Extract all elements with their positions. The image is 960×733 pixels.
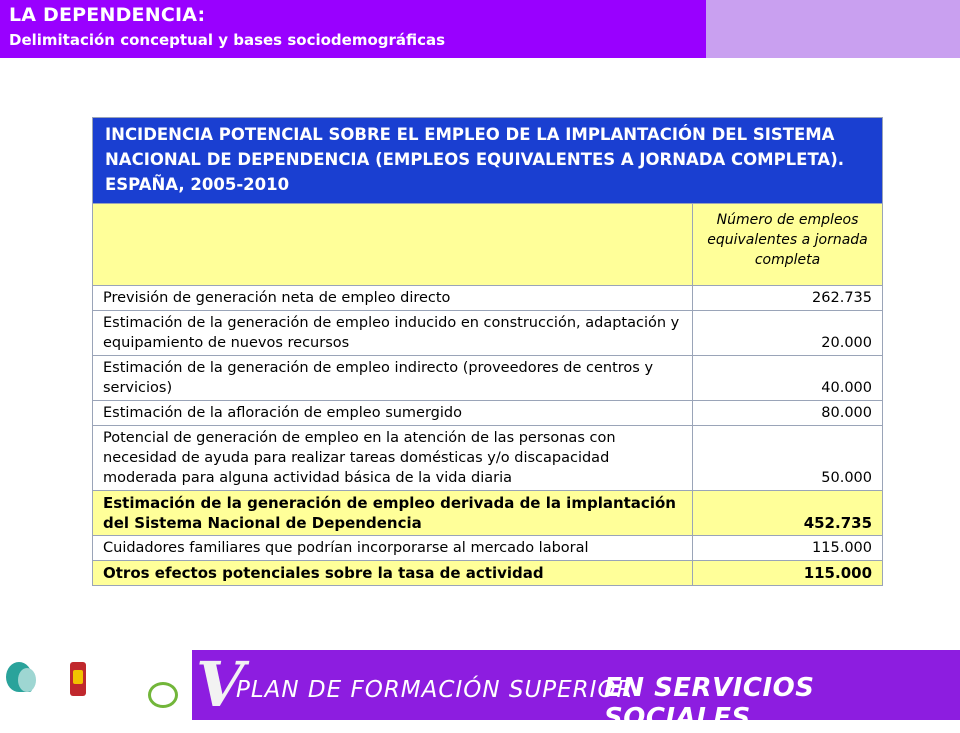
header-bar [0,0,706,58]
ministry-logo [70,658,126,710]
column-header-row [93,204,883,286]
row-label: Otros efectos potenciales sobre la tasa de actividad [93,561,693,586]
imserso-ring-icon [148,682,178,708]
table-row [93,536,883,561]
table-row [93,286,883,311]
row-label: Estimación de la afloración de empleo sumergido [93,401,693,426]
footer-services-text: EN SERVICIOS SOCIALES [604,673,815,733]
row-label: Previsión de generación neta de empleo directo [93,286,693,311]
row-label: Estimación de la generación de empleo inducido en construcción, adaptación y equipamiento de nuevos recursos [93,311,693,356]
table-row-total [93,561,883,586]
psychologists-college-logo [6,662,64,708]
table-title: INCIDENCIA POTENCIAL SOBRE EL EMPLEO DE LA IMPLANTACIÓN DEL SISTEMA NACIONAL DE DEPENDENCIA (EMPLEOS EQUIVALENTES A JORNADA COMPLETA). ESPAÑA, 2005-2010 [93,118,883,204]
row-value: 50.000 [693,426,883,491]
employment-table [92,117,882,586]
header-title: LA DEPENDENCIA: [9,4,206,26]
table-row [93,401,883,426]
coat-of-arms-icon [70,662,86,696]
table-title-row [93,118,883,204]
row-value: 20.000 [693,311,883,356]
row-label: Estimación de la generación de empleo indirecto (proveedores de centros y servicios) [93,356,693,401]
header-subtitle: Delimitación conceptual y bases sociodemográficas [9,31,446,49]
row-value: 115.000 [693,536,883,561]
row-value: 40.000 [693,356,883,401]
row-value: 80.000 [693,401,883,426]
table-row [93,356,883,401]
row-label: Cuidadores familiares que podrían incorporarse al mercado laboral [93,536,693,561]
footer-logos [0,650,192,720]
column-header-empty [93,204,693,286]
header-accent [706,0,960,58]
row-value: 115.000 [693,561,883,586]
data-table [92,117,883,586]
edition-numeral: V [196,648,245,721]
table-row [93,426,883,491]
column-header-label: Número de empleos equivalentes a jornada completa [693,204,883,286]
logo-mark-accent-icon [18,668,36,692]
row-value: 452.735 [693,491,883,536]
row-label: Estimación de la generación de empleo derivada de la implantación del Sistema Nacional de Dependencia [93,491,693,536]
footer-plan-text: PLAN DE FORMACIÓN SUPERIOR [236,677,634,703]
row-value: 262.735 [693,286,883,311]
row-label: Potencial de generación de empleo en la atención de las personas con necesidad de ayuda para realizar tareas domésticas y/o discapacidad moderada para alguna actividad básica de la vida diaria [93,426,693,491]
imserso-logo [134,654,190,712]
table-row [93,311,883,356]
table-row-total [93,491,883,536]
